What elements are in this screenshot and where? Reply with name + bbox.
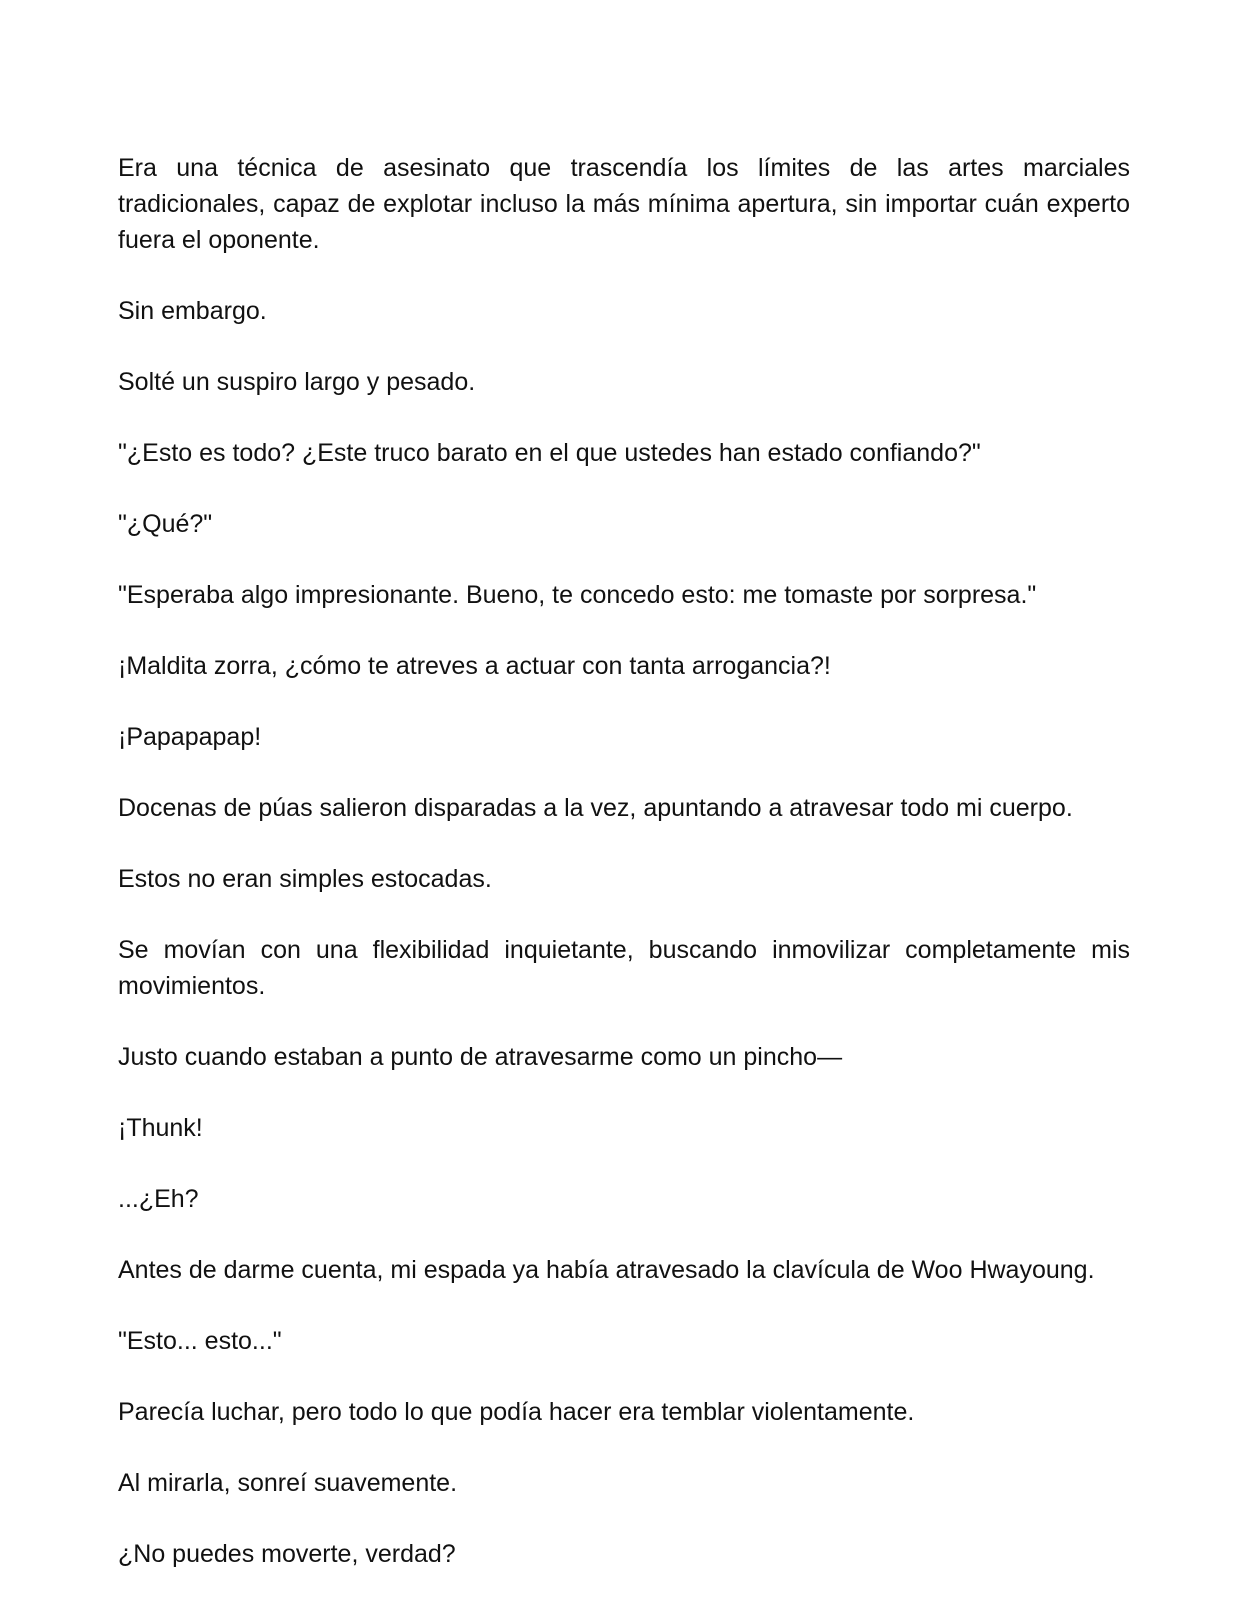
paragraph: Parecía luchar, pero todo lo que podía hacer era temblar violentamente.	[118, 1398, 915, 1426]
paragraph: "¿Qué?"	[118, 510, 213, 538]
paragraph: Al mirarla, sonreí suavemente.	[118, 1469, 458, 1497]
paragraph: "¿Esto es todo? ¿Este truco barato en el que ustedes han estado confiando?"	[118, 439, 981, 467]
paragraph: Docenas de púas salieron disparadas a la vez, apuntando a atravesar todo mi cuerpo.	[118, 794, 1073, 822]
paragraph: Sin embargo.	[118, 297, 267, 325]
paragraph: Antes de darme cuenta, mi espada ya había atravesado la clavícula de Woo Hwayoung.	[118, 1256, 1095, 1284]
paragraph: Justo cuando estaban a punto de atravesarme como un pincho—	[118, 1043, 843, 1071]
paragraph: ¡Thunk!	[118, 1114, 203, 1142]
document-body	[118, 150, 1130, 1572]
paragraph: Estos no eran simples estocadas.	[118, 865, 492, 893]
paragraph: "Esperaba algo impresionante. Bueno, te concedo esto: me tomaste por sorpresa."	[118, 581, 1037, 609]
paragraph: ...¿Eh?	[118, 1185, 199, 1213]
paragraph: ¿No puedes moverte, verdad?	[118, 1540, 456, 1568]
paragraph: "Esto... esto..."	[118, 1327, 282, 1355]
paragraph: ¡Maldita zorra, ¿cómo te atreves a actuar con tanta arrogancia?!	[118, 652, 831, 680]
paragraph: Era una técnica de asesinato que trascendía los límites de las artes marciales tradicionales, capaz de explotar incluso la más mínima apertura, sin importar cuán experto fuera el oponente.	[118, 154, 1130, 254]
paragraph: Se movían con una flexibilidad inquietante, buscando inmovilizar completamente mis movimientos.	[118, 936, 1130, 1000]
paragraph: Solté un suspiro largo y pesado.	[118, 368, 476, 396]
paragraph: ¡Papapapap!	[118, 723, 262, 751]
